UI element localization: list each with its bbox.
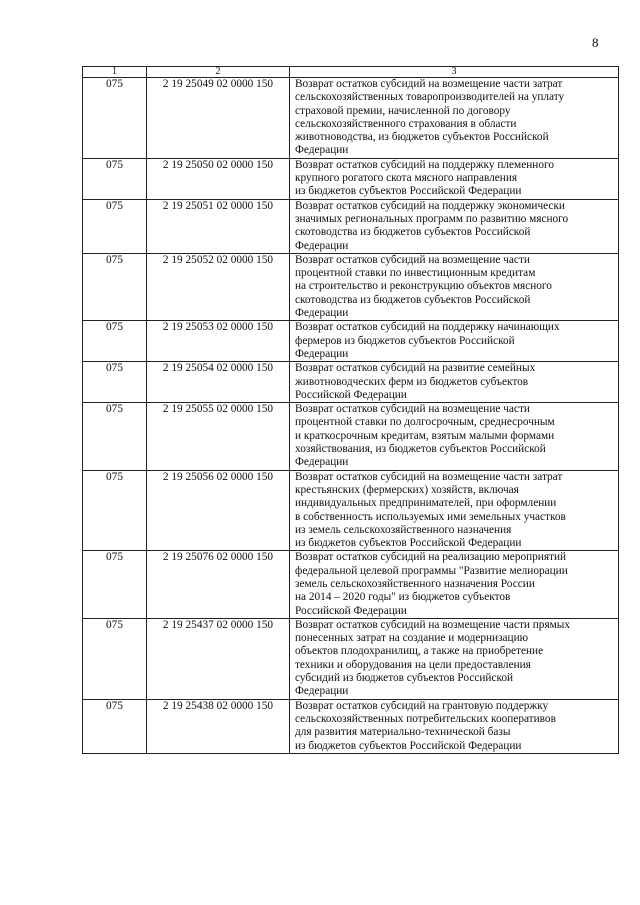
admin-code-cell: 075 [83, 551, 147, 618]
admin-code-cell: 075 [83, 403, 147, 470]
budget-code-cell: 2 19 25056 02 0000 150 [147, 470, 290, 551]
admin-code-cell: 075 [83, 470, 147, 551]
description-cell: Возврат остатков субсидий на поддержку экономически значимых региональных программ по развитию мясного скотоводства из бюджетов субъектов Российской Федерации [290, 199, 619, 253]
budget-code-cell: 2 19 25437 02 0000 150 [147, 618, 290, 699]
admin-code-cell: 075 [83, 199, 147, 253]
table-row [83, 158, 619, 199]
admin-code-cell: 075 [83, 699, 147, 753]
admin-code-cell: 075 [83, 158, 147, 199]
description-cell: Возврат остатков субсидий на развитие семейных животноводческих ферм из бюджетов субъектов Российской Федерации [290, 362, 619, 403]
table-row [83, 321, 619, 362]
budget-code-cell: 2 19 25049 02 0000 150 [147, 78, 290, 159]
admin-code-cell: 075 [83, 253, 147, 320]
budget-code-cell: 2 19 25055 02 0000 150 [147, 403, 290, 470]
description-cell: Возврат остатков субсидий на возмещение части прямых понесенных затрат на создание и модернизацию объектов плодохранилищ, а также на приобретение техники и оборудования на цели предоставления субсидий из бюджетов субъектов Российской Федерации [290, 618, 619, 699]
description-cell: Возврат остатков субсидий на возмещение части затрат сельскохозяйственных товаропроизводителей на уплату страховой премии, начисленной по договору сельскохозяйственного страхования в области животноводства, из бюджетов субъектов Российской Федерации [290, 78, 619, 159]
description-cell: Возврат остатков субсидий на возмещение части затрат крестьянских (фермерских) хозяйств, включая индивидуальных предпринимателей, при оформлении в собственность используемых ими земельных участков из земель сельскохозяйственного назначения из бюджетов субъектов Российской Федерации [290, 470, 619, 551]
table-row [83, 470, 619, 551]
budget-code-cell: 2 19 25050 02 0000 150 [147, 158, 290, 199]
admin-code-cell: 075 [83, 321, 147, 362]
table-body [83, 78, 619, 754]
table-row [83, 78, 619, 159]
table-row [83, 403, 619, 470]
budget-code-cell: 2 19 25438 02 0000 150 [147, 699, 290, 753]
table-row [83, 362, 619, 403]
admin-code-cell: 075 [83, 78, 147, 159]
header-row [83, 67, 619, 78]
description-cell: Возврат остатков субсидий на возмещение части процентной ставки по долгосрочным, среднесрочным и краткосрочным кредитам, взятым малыми формами хозяйствования, из бюджетов субъектов Российской Федерации [290, 403, 619, 470]
description-cell: Возврат остатков субсидий на грантовую поддержку сельскохозяйственных потребительских кооперативов для развития материально-технической базы из бюджетов субъектов Российской Федерации [290, 699, 619, 753]
header-col-1: 1 [83, 67, 147, 78]
budget-code-cell: 2 19 25051 02 0000 150 [147, 199, 290, 253]
description-cell: Возврат остатков субсидий на возмещение части процентной ставки по инвестиционным кредитам на строительство и реконструкцию объектов мясного скотоводства из бюджетов субъектов Российской Федерации [290, 253, 619, 320]
header-col-2: 2 [147, 67, 290, 78]
table-row [83, 699, 619, 753]
admin-code-cell: 075 [83, 618, 147, 699]
table-row [83, 199, 619, 253]
budget-code-cell: 2 19 25054 02 0000 150 [147, 362, 290, 403]
page-number: 8 [592, 35, 599, 50]
description-cell: Возврат остатков субсидий на реализацию мероприятий федеральной целевой программы "Развитие мелиорации земель сельскохозяйственного назначения России на 2014 – 2020 годы" из бюджетов субъектов Российской Федерации [290, 551, 619, 618]
table-row [83, 253, 619, 320]
table-header [83, 67, 619, 78]
description-cell: Возврат остатков субсидий на поддержку начинающих фермеров из бюджетов субъектов Российской Федерации [290, 321, 619, 362]
budget-codes-table [82, 66, 619, 754]
budget-code-cell: 2 19 25053 02 0000 150 [147, 321, 290, 362]
table-row [83, 551, 619, 618]
admin-code-cell: 075 [83, 362, 147, 403]
budget-code-cell: 2 19 25076 02 0000 150 [147, 551, 290, 618]
table-row [83, 618, 619, 699]
header-col-3: 3 [290, 67, 619, 78]
budget-code-cell: 2 19 25052 02 0000 150 [147, 253, 290, 320]
description-cell: Возврат остатков субсидий на поддержку племенного крупного рогатого скота мясного направления из бюджетов субъектов Российской Федерации [290, 158, 619, 199]
